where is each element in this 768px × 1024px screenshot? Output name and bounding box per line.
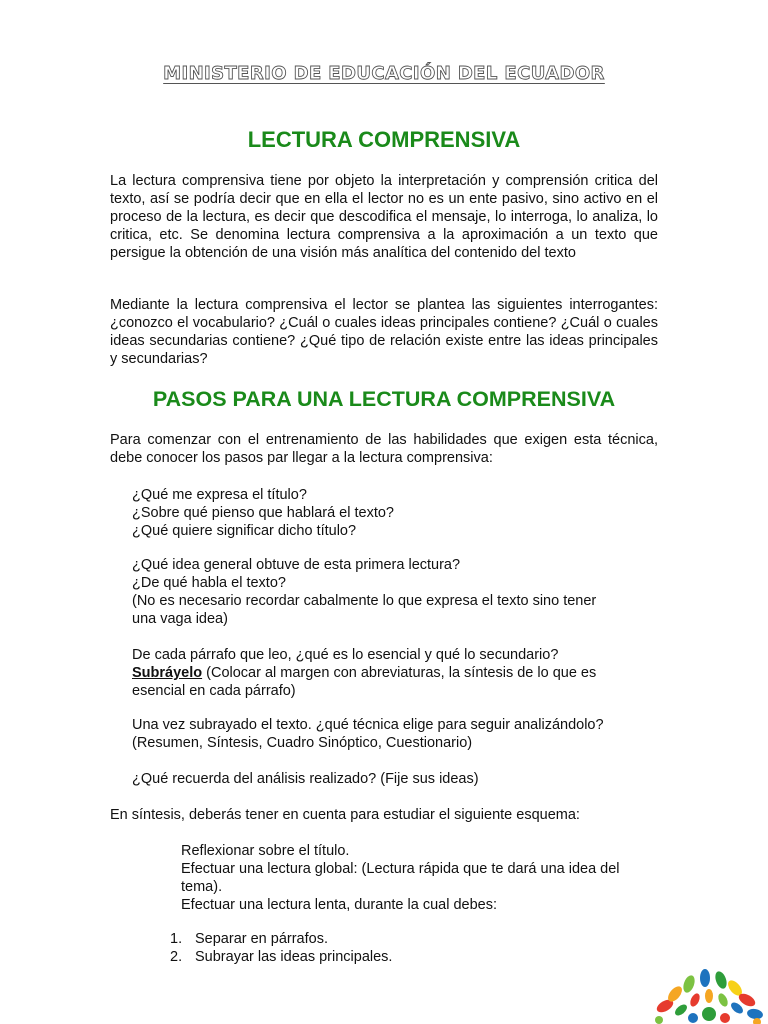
question-line: una vaga idea): [132, 611, 228, 627]
question-group-5: [132, 770, 652, 788]
synthesis-line: Efectuar una lectura global: (Lectura rápida que te dará una idea del: [181, 861, 620, 877]
question-group-3: [132, 646, 652, 700]
synthesis-intro: En síntesis, deberás tener en cuenta para estudiar el siguiente esquema:: [110, 807, 580, 823]
list-number: 2.: [170, 949, 183, 965]
question-line: Una vez subrayado el texto. ¿qué técnica elige para seguir analizándolo?: [132, 717, 604, 733]
ministry-logo: [645, 962, 768, 1024]
question-line: (Resumen, Síntesis, Cuadro Sinóptico, Cuestionario): [132, 735, 473, 751]
list-item: [170, 930, 392, 948]
underline-instruction: [132, 664, 652, 682]
steps-intro: Para comenzar con el entrenamiento de las habilidades que exigen esta técnica, debe conocer los pasos par llegar a la lectura comprensiva:: [110, 432, 658, 466]
list-text: Subrayar las ideas principales.: [195, 949, 393, 965]
ministry-header: MINISTERIO DE EDUCACIÓN DEL ECUADOR: [163, 63, 605, 84]
question-line: ¿Qué idea general obtuve de esta primera lectura?: [132, 557, 461, 573]
intro-paragraph-2: Mediante la lectura comprensiva el lector se plantea las siguientes interrogantes: ¿conozco el vocabulario? ¿Cuál o cuales ideas principales contiene? ¿Cuál o cuales ideas secundarias contiene? ¿Qué tipo de relación existe entre las ideas principales y secundarias?: [110, 297, 658, 367]
logo-rays: [655, 969, 764, 1024]
question-line: De cada párrafo que leo, ¿qué es lo esencial y qué lo secundario?: [132, 647, 559, 663]
synthesis-line: Efectuar una lectura lenta, durante la cual debes:: [181, 897, 497, 913]
synthesis-items: [181, 842, 651, 914]
question-line: ¿Sobre qué pienso que hablará el texto?: [132, 505, 394, 521]
list-item: [170, 948, 392, 966]
question-line: ¿Qué recuerda del análisis realizado? (Fije sus ideas): [132, 771, 479, 787]
synthesis-line: tema).: [181, 879, 223, 895]
question-group-2: [132, 556, 652, 628]
question-group-1: [132, 486, 652, 540]
section-title: PASOS PARA UNA LECTURA COMPRENSIVA: [152, 387, 616, 411]
question-line: (No es necesario recordar cabalmente lo que expresa el texto sino tener: [132, 593, 597, 609]
list-number: 1.: [170, 931, 183, 947]
intro-paragraph-1: La lectura comprensiva tiene por objeto la interpretación y comprensión critica del texto, así se podría decir que en ella el lector no es un ente pasivo, sino activo en el proceso de la lectura, es decir que descodifica el mensaje, lo interroga, lo analiza, lo critica, etc. Se denomina lectura comprensiva a la aproximación a un texto que persigue la obtención de una visión más analítica del contenido del texto: [110, 173, 658, 261]
question-line: esencial en cada párrafo): [132, 683, 296, 699]
list-text: Separar en párrafos.: [195, 931, 328, 947]
subrayelo-label: Subráyelo: [132, 665, 203, 681]
question-line: ¿Qué quiere significar dicho título?: [132, 523, 357, 539]
numbered-list: [170, 930, 392, 966]
synthesis-line: Reflexionar sobre el título.: [181, 843, 350, 859]
page-title: LECTURA COMPRENSIVA: [247, 127, 521, 152]
question-line: ¿Qué me expresa el título?: [132, 487, 307, 503]
question-line: ¿De qué habla el texto?: [132, 575, 286, 591]
question-group-4: [132, 716, 652, 752]
instruction-text: (Colocar al margen con abreviaturas, la síntesis de lo que es: [202, 665, 597, 681]
